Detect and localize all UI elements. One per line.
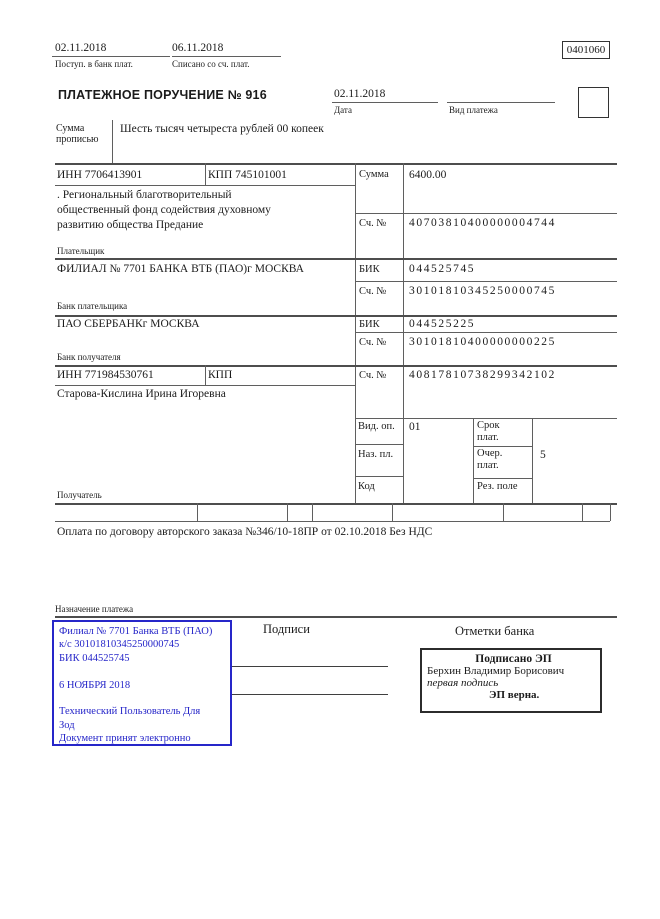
rule (55, 315, 617, 317)
rule (355, 281, 617, 282)
payer-bank-section-label: Банк плательщика (57, 301, 128, 311)
esign-title: Подписано ЭП (475, 653, 552, 665)
payer-inn: ИНН 7706413901 (57, 169, 143, 181)
signature-line (232, 694, 388, 695)
payer-account-label: Сч. № (359, 218, 387, 229)
payee-bank-bik: 044525225 (409, 318, 476, 330)
payer-bank-account-label: Сч. № (359, 286, 387, 297)
esign-verdict: ЭП верна. (489, 689, 540, 701)
received-label: Поступ. в банк плат. (55, 59, 133, 69)
payer-name (57, 188, 271, 233)
signatures-heading: Подписи (263, 622, 310, 636)
payment-kind-box (578, 87, 609, 118)
rule (610, 503, 611, 521)
rule (55, 616, 617, 618)
rule (55, 365, 617, 367)
rule (112, 120, 113, 164)
amount-value: 6400.00 (409, 169, 447, 181)
rule (473, 478, 532, 479)
payee-bank-account-label: Сч. № (359, 337, 387, 348)
priority-label: Очер. плат. (477, 448, 503, 471)
payment-kind-label: Вид платежа (449, 105, 498, 115)
payer-bank-bik: 044525745 (409, 263, 476, 275)
rule (355, 418, 617, 419)
code-label: Код (358, 481, 375, 492)
stamp-line: Документ принят электронно (59, 733, 191, 745)
signature-line (232, 666, 388, 667)
rule (503, 503, 504, 521)
reserve-label: Рез. поле (477, 481, 518, 492)
rule (287, 503, 288, 521)
rule (312, 503, 313, 521)
rule (55, 503, 617, 505)
rule (205, 365, 206, 385)
payer-section-label: Плательщик (57, 246, 105, 256)
rule (332, 102, 438, 103)
payee-bank-bik-label: БИК (359, 319, 380, 330)
date-label: Дата (334, 105, 352, 115)
rule (55, 385, 355, 386)
payer-bank-name: ФИЛИАЛ № 7701 БАНКА ВТБ (ПАО)г МОСКВА (57, 263, 304, 275)
payee-bank-name: ПАО СБЕРБАНКг МОСКВА (57, 318, 200, 330)
payee-kpp-label: КПП (208, 369, 233, 381)
payee-account-label: Сч. № (359, 370, 387, 381)
stamp-line: к/с 30101810345250000745 (59, 639, 180, 651)
payer-account: 40703810400000004744 (409, 217, 556, 229)
page-title: ПЛАТЕЖНОЕ ПОРУЧЕНИЕ № 916 (58, 88, 267, 102)
rule (355, 332, 617, 333)
payee-name: Старова-Кислина Ирина Игоревна (57, 388, 226, 400)
debited-label: Списано со сч. плат. (172, 59, 250, 69)
rule (197, 503, 198, 521)
stamp-line: Филиал № 7701 Банка ВТБ (ПАО) (59, 626, 213, 637)
bank-marks-heading: Отметки банка (455, 624, 535, 638)
stamp-line: 6 НОЯБРЯ 2018 (59, 679, 131, 691)
stamp-line (59, 692, 230, 705)
bank-stamp-box (52, 620, 232, 746)
rule (392, 503, 393, 521)
stamp-line (59, 665, 230, 678)
rule (205, 163, 206, 185)
form-code-box: 0401060 (562, 41, 610, 59)
rule (582, 503, 583, 521)
debited-date: 06.11.2018 (172, 42, 224, 54)
payee-account: 40817810738299342102 (409, 369, 556, 381)
op-kind-label: Вид. оп. (358, 421, 395, 432)
payer-bank-bik-label: БИК (359, 264, 380, 275)
rule (55, 521, 610, 522)
payer-bank-account: 30101810345250000745 (409, 285, 556, 297)
doc-date: 02.11.2018 (334, 88, 386, 100)
amount-words-label: Сумма прописью (56, 123, 99, 146)
pay-purpose-code-label: Наз. пл. (358, 449, 394, 460)
rule (532, 418, 533, 503)
stamp-line: Зод (59, 719, 75, 731)
priority-value: 5 (540, 449, 546, 461)
payer-name-line: развитию общества Предание (57, 219, 204, 231)
rule (403, 163, 404, 503)
rule (55, 163, 617, 165)
esign-kind: первая подпись (427, 677, 499, 689)
payee-bank-section-label: Банк получателя (57, 352, 121, 362)
pay-term-label: Срок плат. (477, 420, 500, 443)
rule (355, 213, 617, 214)
amount-label: Сумма (359, 169, 389, 180)
payer-name-line: . Региональный благотворительный (57, 189, 232, 201)
rule (447, 102, 555, 103)
stamp-line: Технический Пользователь Для (59, 706, 201, 718)
rule (355, 476, 403, 477)
rule (55, 185, 355, 186)
rule (55, 258, 617, 260)
rule (355, 163, 356, 503)
payee-section-label: Получатель (57, 490, 102, 500)
payer-kpp: КПП 745101001 (208, 169, 287, 181)
rule (355, 444, 403, 445)
rule (172, 56, 281, 57)
rule (473, 418, 474, 503)
payer-name-line: общественный фонд содействия духовному (57, 204, 271, 216)
payment-purpose-label: Назначение платежа (55, 604, 134, 614)
received-date: 02.11.2018 (55, 42, 107, 54)
op-kind-value: 01 (409, 421, 421, 433)
payee-bank-account: 30101810400000000225 (409, 336, 556, 348)
payment-purpose-text: Оплата по договору авторского заказа №346/10-18ПР от 02.10.2018 Без НДС (57, 526, 433, 538)
rule (473, 446, 532, 447)
esign-box (420, 648, 602, 713)
esign-name: Берхин Владимир Борисович (427, 665, 565, 677)
payee-inn: ИНН 771984530761 (57, 369, 154, 381)
amount-words-value: Шесть тысяч четыреста рублей 00 копеек (120, 123, 324, 135)
rule (52, 56, 170, 57)
stamp-line: БИК 044525745 (59, 652, 130, 664)
